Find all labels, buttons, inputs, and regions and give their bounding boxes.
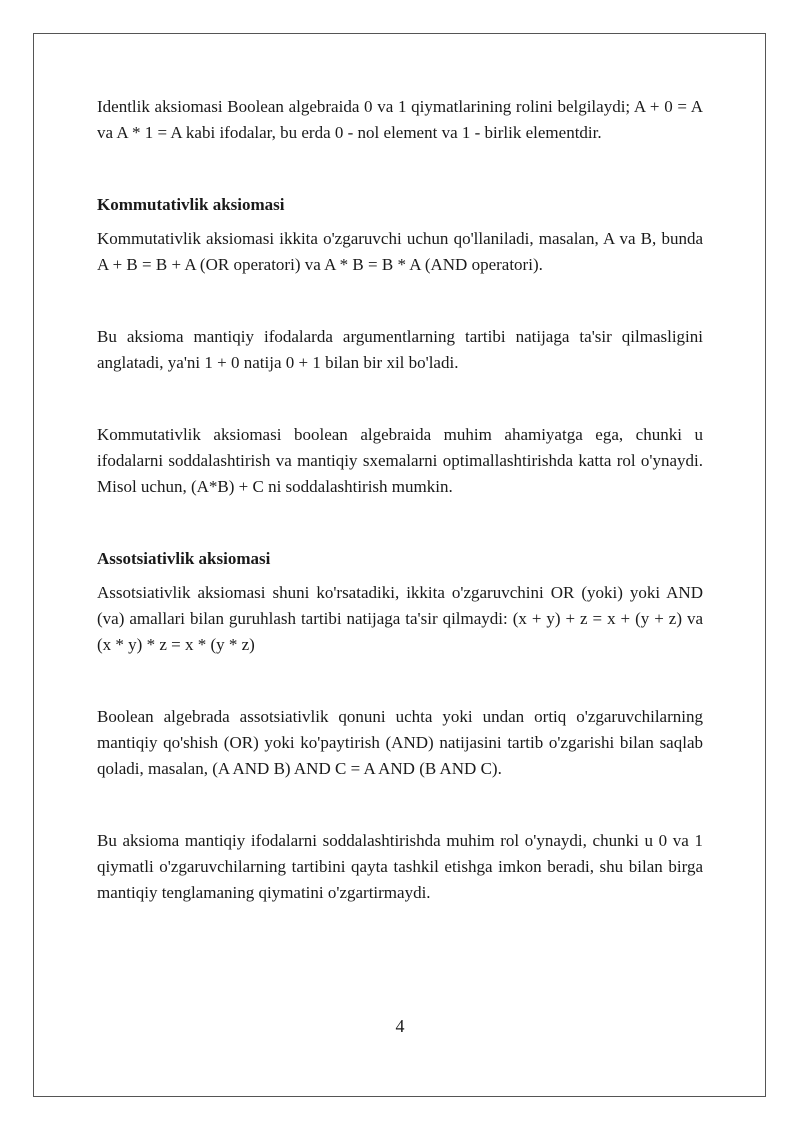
paragraph-associativity-law: Boolean algebrada assotsiativlik qonuni uchta yoki undan ortiq o'zgaruvchilarning mantiqiy qo'shish (OR) yoki ko'paytirish (AND) natijasini tartib o'zgarishi bilan saqlab qoladi, masalan, (A AND B) AND C = A AND (B AND C). (97, 707, 703, 778)
paragraph-associativity-definition: Assotsiativlik aksiomasi shuni ko'rsatadiki, ikkita o'zgaruvchini OR (yoki) yoki AND (va) amallari bilan guruhlash tartibi natijaga ta'sir qilmaydi: (x + y) + z = x + (y + z) va (x * y) * z = x * (y * z) (97, 583, 703, 654)
paragraph-commutativity-definition: Kommutativlik aksiomasi ikkita o'zgaruvchi uchun qo'llaniladi, masalan, A va B, bunda A + B = B + A (OR operatori) va A * B = B * A (AND operatori). (97, 229, 703, 274)
paragraph-associativity-importance: Bu aksioma mantiqiy ifodalarni soddalashtirishda muhim rol o'ynaydi, chunki u 0 va 1 qiymatli o'zgaruvchilarning tartibini qayta tashkil etishga imkon beradi, shu bilan birga mantiqiy tenglamaning qiymatini o'zgartirmaydi. (97, 831, 703, 902)
heading-commutativity: Kommutativlik aksiomasi (97, 195, 285, 214)
page-number: 4 (395, 1016, 405, 1036)
paragraph-commutativity-importance: Kommutativlik aksiomasi boolean algebraida muhim ahamiyatga ega, chunki u ifodalarni soddalashtirish va mantiqiy sxemalarni optimallashtirishda katta rol o'ynaydi. Misol uchun, (A*B) + C ni soddalashtirish mumkin. (97, 425, 703, 496)
paragraph-identity-axiom: Identlik aksiomasi Boolean algebraida 0 va 1 qiymatlarining rolini belgilaydi; A + 0 = A va A * 1 = A kabi ifodalar, bu erda 0 - nol element va 1 - birlik elementdir. (97, 97, 703, 142)
heading-associativity: Assotsiativlik aksiomasi (97, 549, 271, 568)
paragraph-commutativity-meaning: Bu aksioma mantiqiy ifodalarda argumentlarning tartibi natijaga ta'sir qilmasligini anglatadi, ya'ni 1 + 0 natija 0 + 1 bilan bir xil bo'ladi. (97, 327, 703, 372)
page-content (97, 94, 703, 906)
